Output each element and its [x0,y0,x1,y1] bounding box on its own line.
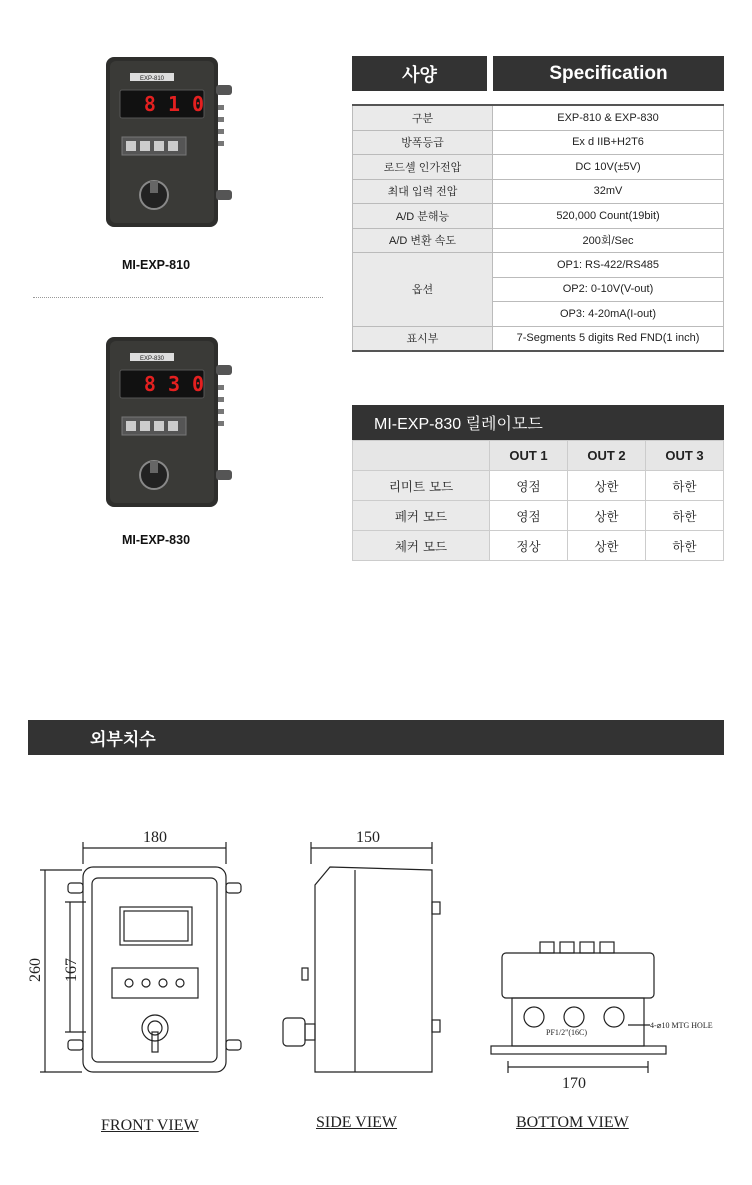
relay-col-header: OUT 2 [568,441,646,471]
relay-row [353,531,724,561]
spec-value: 200회/Sec [493,228,724,253]
relay-cell: 영점 [490,471,568,501]
spec-option: OP2: 0-10V(V-out) [493,277,724,302]
spec-row [353,179,724,204]
spec-value: Ex d IIB+H2T6 [493,130,724,155]
relay-cell: 상한 [568,471,646,501]
front-view-label: FRONT VIEW [101,1117,199,1134]
product-caption: MI-EXP-830 [121,533,191,547]
spec-row [353,155,724,180]
spec-label: 로드셀 인가전압 [353,155,493,180]
relay-cell: 하한 [646,501,724,531]
spec-label: A/D 변환 속도 [353,228,493,253]
relay-table [352,440,724,561]
relay-cell: 정상 [490,531,568,561]
product-photo-830 [92,335,242,515]
relay-cell: 하한 [646,471,724,501]
spec-header-left: 사양 [352,56,487,91]
panel-label-830: EXP-830 [139,356,165,362]
spec-label: 구분 [353,105,493,130]
bottom-width-dim: 170 [562,1075,586,1092]
product-caption: MI-EXP-810 [121,258,191,272]
relay-cell: 상한 [568,531,646,561]
spec-value: 32mV [493,179,724,204]
spec-table [352,104,724,352]
bottom-hole-note: 4-⌀10 MTG HOLE [650,1021,713,1030]
relay-col-header: OUT 1 [490,441,568,471]
spec-row [353,253,724,278]
panel-label-810: EXP-810 [139,76,165,82]
spec-option: OP1: RS-422/RS485 [493,253,724,278]
side-view-label: SIDE VIEW [316,1114,398,1131]
spec-row [353,105,724,130]
relay-mode-label: 체커 모드 [353,531,490,561]
front-width-dim: 180 [143,829,167,846]
bottom-view-label: BOTTOM VIEW [516,1114,629,1131]
relay-cell: 영점 [490,501,568,531]
spec-value: DC 10V(±5V) [493,155,724,180]
display-value-810: 8 1 0 [143,92,205,116]
front-height-dim: 260 [27,958,44,982]
side-depth-dim: 150 [356,829,380,846]
spec-label-options: 옵션 [353,253,493,327]
relay-header-empty [353,441,490,471]
relay-row [353,501,724,531]
dimension-drawings [0,820,752,1120]
spec-value-display: 7-Segments 5 digits Red FND(1 inch) [493,326,724,351]
spec-header-right: Specification [493,56,724,91]
relay-cell: 하한 [646,531,724,561]
product-photo-810 [92,55,242,235]
relay-title: MI-EXP-830 릴레이모드 [352,405,724,440]
spec-row [353,130,724,155]
spec-value: 520,000 Count(19bit) [493,204,724,229]
dimensions-title: 외부치수 [28,720,724,755]
spec-row [353,228,724,253]
spec-label: 최대 입력 전압 [353,179,493,204]
relay-mode-label: 페커 모드 [353,501,490,531]
front-inner-height-dim: 167 [63,958,80,982]
relay-cell: 상한 [568,501,646,531]
spec-label-display: 표시부 [353,326,493,351]
relay-mode-label: 리미트 모드 [353,471,490,501]
bottom-port-note: PF1/2"(16C) [546,1028,588,1037]
spec-label: 방폭등급 [353,130,493,155]
spec-option: OP3: 4-20mA(I-out) [493,302,724,327]
spec-label: A/D 분해능 [353,204,493,229]
display-value-830: 8 3 0 [143,372,205,396]
spec-row [353,204,724,229]
spec-value: EXP-810 & EXP-830 [493,105,724,130]
relay-row [353,471,724,501]
spec-row [353,326,724,351]
divider [33,297,323,298]
relay-header-row [353,441,724,471]
relay-col-header: OUT 3 [646,441,724,471]
